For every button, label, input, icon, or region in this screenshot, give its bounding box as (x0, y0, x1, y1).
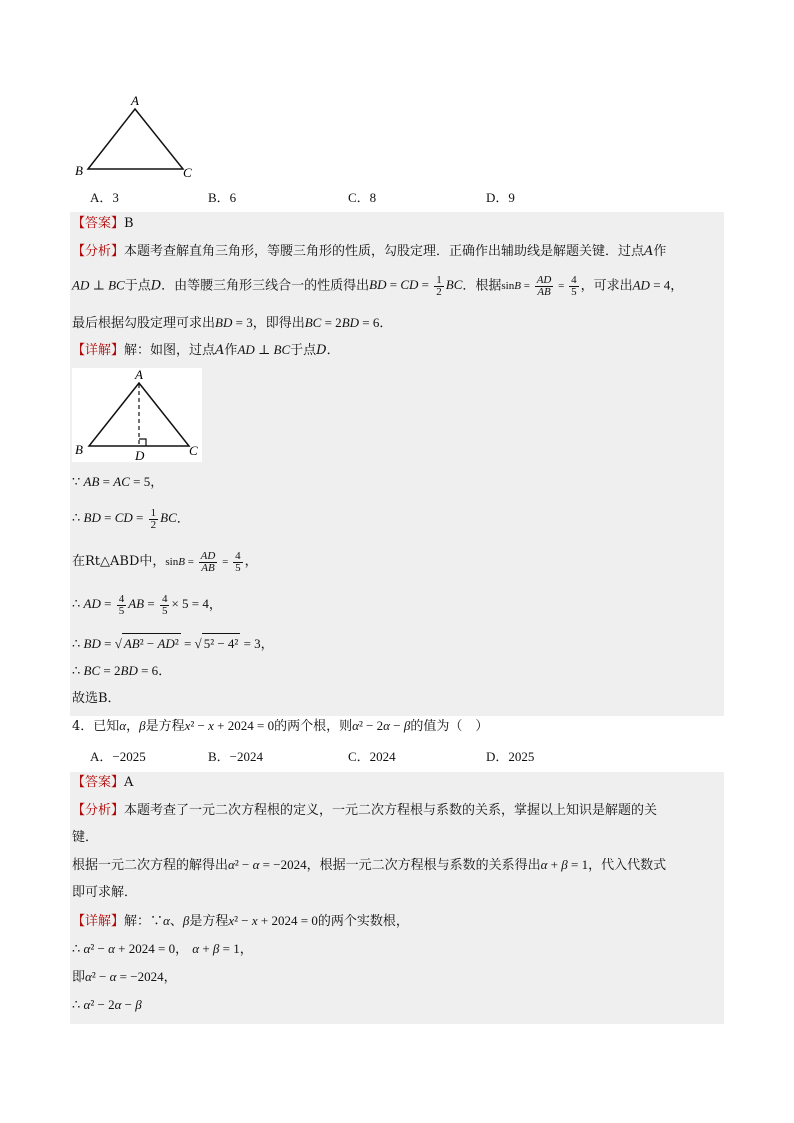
triangle-figure (70, 92, 200, 182)
q3-step-given: ∵ AB = AC = 5， (72, 474, 164, 490)
q4-option-c: C．2024 (348, 749, 396, 764)
q4-step-1: ∴ α² − α + 2024 = 0， α + β = 1， (72, 941, 253, 957)
q4-stem: 4．已知α，β是方程x² − x + 2024 = 0的两个根，则α² − 2α − β的值为（ ） (72, 718, 489, 734)
option-a: A．3 (90, 190, 119, 205)
q4-step-2: 即α² − α = −2024， (72, 969, 177, 985)
option-d: D．9 (486, 190, 515, 205)
q3-analysis-line3: 最后根据勾股定理可求出BD = 3，即得出BC = 2BD = 6． (72, 315, 393, 331)
right-angle-mark (139, 439, 146, 446)
vertex-label-a: A (135, 368, 143, 382)
q3-choose: 故选B． (72, 691, 121, 706)
q4-option-b: B．−2024 (208, 749, 264, 764)
altitude-figure (72, 368, 202, 462)
q3-step-bd: ∴ BD = CD = $\frac{1}{2}$ BC． (72, 507, 190, 531)
q4-analysis-line2: 键． (72, 830, 99, 845)
vertex-label-b: B (75, 163, 83, 178)
q3-step-pythag: ∴ BD = √ AB² − AD² = √ 5² − 4² = 3， (72, 633, 274, 655)
q4-option-d: D．2025 (486, 749, 535, 764)
q3-step-ad: ∴ AD = $\frac{4}{5}$ AB = $\frac{4}{5}$ × 5 = 4， (72, 593, 222, 617)
q4-analysis-line3: 根据一元二次方程的解得出α² − α = −2024，根据一元二次方程根与系数的关系得出α + β = 1，代入代数式 (72, 857, 667, 873)
q4-option-a: A．−2025 (90, 749, 146, 764)
q4-answer: 【答案】A (72, 775, 134, 790)
q3-answer: 【答案】B (72, 216, 134, 231)
vertex-label-b: B (75, 442, 83, 457)
q3-detail-line1: 【详解】解：如图，过点A作AD ⊥ BC于点D． (72, 342, 340, 358)
q4-detail-line1: 【详解】解：∵α、β是方程x² − x + 2024 = 0的两个实数根， (72, 913, 409, 929)
vertex-label-c: C (183, 165, 192, 180)
q4-analysis-line1: 【分析】本题考查了一元二次方程根的定义，一元二次方程根与系数的关系，掌握以上知识是解题的关 (72, 803, 658, 818)
q3-analysis-line1: 【分析】本题考查解直角三角形，等腰三角形的性质，勾股定理．正确作出辅助线是解题关键．过点A作 (72, 244, 667, 259)
option-c: C．8 (348, 190, 377, 205)
q3-step-bc: ∴ BC = 2BD = 6． (72, 663, 172, 679)
foot-label-d: D (135, 448, 145, 462)
vertex-label-a: A (131, 93, 139, 108)
q3-step-sin: 在Rt△ABD中，sinB = $\frac{AD}{AB}$ = $\frac{4}{5}$ ， (72, 550, 258, 574)
q4-analysis-line4: 即可求解． (72, 885, 138, 900)
triangle-abc (88, 109, 183, 169)
option-b: B．6 (208, 190, 237, 205)
vertex-label-c: C (189, 443, 198, 458)
q3-analysis-line2: AD ⊥ BC于点D．由等腰三角形三线合一的性质得出BD = CD = $\frac{1}{2}$ BC．根据sinB = $\frac{AD}{AB}$ = $\frac{4}{5}$ ，可求出AD = 4， (72, 274, 684, 299)
q4-step-3: ∴ α² − 2α − β (72, 997, 142, 1012)
